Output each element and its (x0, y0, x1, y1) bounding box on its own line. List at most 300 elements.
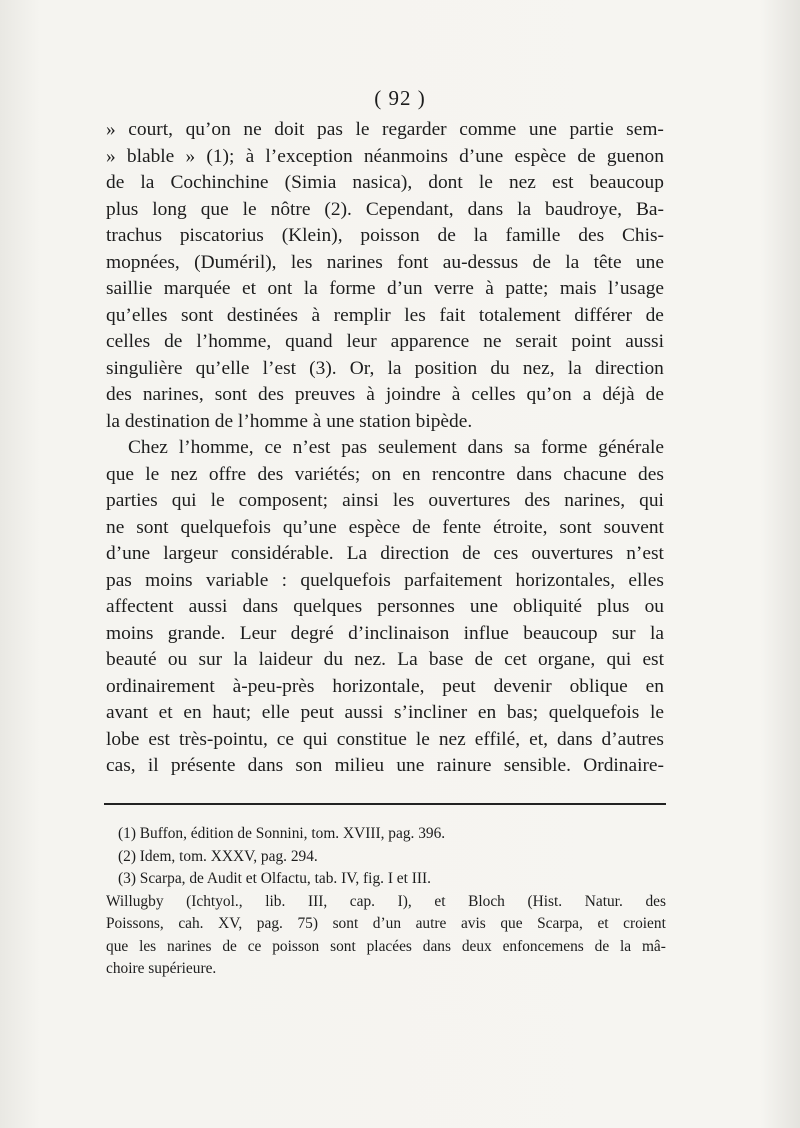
main-text (106, 117, 664, 780)
word: elle (261, 702, 290, 723)
word: destinées (226, 304, 298, 326)
word: espèce (348, 516, 401, 538)
word: baudroye, (545, 198, 623, 220)
word: qui (171, 490, 197, 511)
word: piscatorius (179, 225, 264, 246)
word: dans (247, 755, 284, 776)
word: ce (247, 937, 262, 955)
word: une (396, 755, 425, 776)
word: de (645, 304, 664, 326)
word: blable (126, 145, 175, 167)
word: Willugby (106, 892, 164, 910)
word: plus (106, 198, 139, 220)
word: Leur (239, 622, 277, 644)
word: regarder (382, 119, 447, 140)
word: peut (300, 702, 334, 723)
word: d’un (386, 278, 423, 299)
word: aussi (344, 702, 384, 723)
word: cah. (178, 915, 204, 932)
word: espèce (514, 145, 567, 167)
footnote: (2) Idem, tom. XXXV, pag. 294. (118, 847, 318, 865)
word: » (106, 119, 116, 140)
word: » (106, 145, 116, 167)
word: dans (467, 437, 504, 458)
word: variable (205, 569, 269, 591)
word: poisson (360, 225, 420, 246)
word: l’homme, (178, 437, 254, 458)
word: mais (559, 278, 597, 299)
word: en (402, 463, 421, 485)
text-line (106, 250, 664, 277)
word: rainure (436, 755, 492, 776)
word: influe (463, 622, 509, 644)
word: la (387, 357, 402, 379)
word: Ordinaire- (583, 755, 664, 776)
footnote (106, 891, 666, 914)
word: nôtre (270, 198, 311, 220)
word: pas (106, 569, 132, 591)
word: sont (330, 937, 356, 955)
word: ne (106, 516, 125, 538)
word: dans (516, 463, 552, 485)
word: marquée (163, 278, 231, 299)
word: à (245, 145, 255, 167)
word: l’homme, (196, 331, 272, 352)
word: générale (598, 437, 664, 458)
word: bas; (506, 702, 539, 723)
word: quand (285, 331, 333, 352)
word: forme (541, 437, 588, 458)
word: font (397, 251, 429, 273)
footnote: (3) Scarpa, de Audit et Olfactu, tab. IV, fig. I et III. (118, 870, 431, 887)
word: et (242, 278, 256, 299)
word: à (366, 384, 375, 405)
word: les (392, 490, 415, 511)
word: la (620, 937, 632, 955)
word: la (233, 649, 248, 670)
word: le (145, 463, 160, 485)
word: elles (628, 569, 664, 591)
text-line (106, 541, 664, 568)
word: sur (198, 649, 223, 670)
word: mopnées, (106, 251, 180, 273)
word: III, (307, 892, 328, 910)
word: ouvertures (428, 490, 511, 511)
word: des (578, 225, 605, 246)
word: qu’une (282, 516, 337, 538)
word: de (594, 937, 610, 955)
text-line (106, 647, 664, 674)
word: et, (529, 728, 548, 750)
word: aussi (625, 331, 664, 352)
word: néanmoins (363, 145, 448, 167)
word: La (346, 543, 368, 564)
word: effilé, (474, 728, 521, 750)
word: d’inclinaison (348, 622, 450, 644)
word: les (139, 937, 157, 955)
word: à-peu-près (232, 675, 315, 697)
text-line (106, 674, 664, 701)
word: long (152, 198, 187, 220)
text-line (106, 144, 664, 171)
word: des (638, 463, 664, 485)
footnote-separator (104, 803, 666, 805)
word: de (222, 937, 237, 955)
word: trachus (106, 225, 162, 246)
word: étroite, (493, 516, 548, 538)
word: leur (346, 331, 377, 352)
word: autre (415, 915, 447, 932)
word: que (106, 463, 134, 485)
word: dont (428, 172, 463, 193)
word: ainsi (342, 490, 379, 511)
word: qu’elles (106, 304, 168, 326)
word: le (649, 702, 664, 723)
word: (1); (206, 145, 235, 167)
word: de (164, 331, 183, 352)
word: présente (170, 755, 236, 776)
word: ou (167, 649, 188, 670)
word: et (597, 915, 609, 932)
word: qui (303, 728, 328, 750)
text-line (106, 117, 664, 144)
word: de (106, 172, 125, 193)
word: position (414, 357, 478, 379)
word: à (311, 304, 321, 326)
word: des (257, 463, 284, 485)
word: du (490, 357, 510, 379)
word: (Hist. (527, 892, 563, 910)
word: nez (438, 728, 466, 750)
word: que (106, 937, 129, 955)
word: grande. (167, 622, 226, 644)
word: ont (267, 278, 293, 299)
word: narines, (142, 384, 204, 405)
word: le (210, 490, 225, 511)
word: partie (569, 119, 614, 140)
word: ordinairement (106, 675, 215, 697)
word: très-pointu, (178, 728, 268, 750)
word: Poissons, (106, 915, 164, 932)
word: les (404, 304, 426, 326)
word: (Klein), (281, 225, 343, 246)
word: sont (180, 304, 214, 326)
word: du (323, 649, 344, 670)
word: la (649, 622, 664, 644)
word: considérable. (230, 543, 334, 564)
text-line (106, 462, 664, 489)
word: La (397, 649, 418, 670)
word: celles (471, 384, 516, 405)
word: sont (332, 915, 359, 932)
word: oblique (569, 675, 628, 697)
word: ou (644, 596, 664, 617)
word: plus (597, 596, 630, 617)
word: en (183, 702, 202, 723)
text-line (106, 753, 664, 780)
text-line (106, 435, 664, 462)
word: quelquefois (548, 702, 640, 723)
word: narines (167, 937, 212, 955)
word: une (469, 596, 498, 617)
word: dans (242, 596, 279, 617)
word: le (415, 728, 430, 750)
word: ouvertures (531, 543, 614, 564)
footnote: (1) Buffon, édition de Sonnini, tom. XVIII, pag. 396. (118, 825, 446, 842)
word: pas (317, 119, 343, 140)
word: largeur (163, 543, 218, 564)
text-line (106, 223, 664, 250)
text-line (106, 303, 664, 330)
word: cap. (349, 892, 376, 910)
word: la (517, 198, 532, 220)
word: (Simia (284, 172, 337, 193)
word: Chis- (621, 225, 664, 246)
word: (Ichtyol., (186, 892, 243, 910)
word: point (571, 331, 612, 352)
word: milieu (334, 755, 385, 776)
word: quelquefois (180, 516, 271, 538)
word: une (635, 251, 664, 273)
word: les (290, 251, 313, 273)
word: est (551, 172, 574, 193)
word: court, (128, 119, 173, 140)
word: qui (639, 490, 664, 511)
text-line (106, 727, 664, 754)
footnotes (106, 823, 666, 981)
word: verre (433, 278, 474, 299)
word: direction (380, 543, 450, 564)
word: » (185, 145, 196, 167)
word: forme (329, 278, 376, 299)
word: variétés; (294, 463, 361, 485)
word: il (147, 755, 159, 776)
word: famille (505, 225, 561, 246)
word: lib. (265, 892, 286, 910)
text-line (106, 594, 664, 621)
word: ce (276, 728, 295, 750)
word: pag. (256, 915, 283, 932)
word: patte; (505, 278, 549, 299)
word: devenir (493, 675, 552, 697)
word: qu’on (185, 119, 231, 140)
word: de (462, 543, 481, 564)
word: Chez (128, 437, 168, 458)
word: fait (439, 304, 466, 326)
word: totalement (478, 304, 561, 326)
word: le (242, 198, 257, 220)
word: laideur (258, 649, 313, 670)
word: s’incliner (393, 702, 468, 723)
word: cas, (106, 755, 136, 776)
word: 75) (297, 915, 318, 932)
word: chacune (563, 463, 627, 485)
word: composent; (238, 490, 329, 511)
word: affectent (106, 596, 174, 617)
word: une (528, 119, 557, 140)
word: constitue (336, 728, 407, 750)
word: seulement (378, 437, 457, 458)
word: nez (170, 463, 198, 485)
word: rencontre (431, 463, 506, 485)
word: le (478, 172, 493, 193)
word: nez, (522, 357, 555, 379)
word: horizontale, (332, 675, 425, 697)
text-line (106, 382, 664, 409)
word: des (106, 384, 132, 405)
word: de (577, 145, 596, 167)
word: sur (611, 622, 636, 644)
footnote (106, 913, 666, 936)
word: organe, (537, 649, 596, 670)
word: serait (515, 331, 558, 352)
word: souvent (603, 516, 664, 538)
word: que (200, 198, 229, 220)
word: des (258, 384, 284, 405)
word: parfaitement (404, 569, 503, 591)
word: poisson (272, 937, 320, 955)
text-line (106, 356, 664, 383)
footnote: choire supérieure. (106, 960, 217, 977)
word: deux (461, 937, 492, 955)
word: quelquefois (300, 569, 391, 591)
word: on (371, 463, 391, 485)
word: l’exception (265, 145, 353, 167)
word: au-dessus (442, 251, 519, 273)
footnote (106, 936, 666, 959)
word: remplir (333, 304, 391, 326)
word: n’est (626, 543, 664, 564)
text-line (106, 700, 664, 727)
word: la (140, 172, 155, 193)
word: personnes (377, 596, 455, 617)
word: lobe (106, 728, 140, 750)
word: Cependant, (365, 198, 454, 220)
word: beaucoup (523, 622, 598, 644)
word: de (412, 516, 431, 538)
text-line (106, 568, 664, 595)
word: ce (264, 437, 282, 458)
word: des (524, 490, 551, 511)
text-line (106, 170, 664, 197)
word: Or, (349, 357, 375, 379)
word: croient (623, 915, 666, 932)
word: qu’elle (195, 357, 250, 379)
word: placées (366, 937, 412, 955)
word: son (295, 755, 323, 776)
word: de (645, 384, 664, 405)
word: est (642, 649, 664, 670)
word: dans (467, 198, 504, 220)
word: la (473, 225, 488, 246)
word: la (303, 278, 318, 299)
word: Natur. (584, 892, 623, 910)
word: sensible. (503, 755, 572, 776)
word: fente (442, 516, 482, 538)
word: Ba- (635, 198, 664, 220)
word: comme (459, 119, 517, 140)
word: l’usage (608, 278, 664, 299)
word: de (474, 649, 493, 670)
word: guenon (606, 145, 664, 167)
page-number: ( 92 ) (374, 86, 426, 110)
word: pas (341, 437, 368, 458)
word: Scarpa, (537, 915, 583, 932)
text-line (106, 329, 664, 356)
word: I), (397, 892, 412, 910)
word: beauté (106, 649, 157, 670)
word: sont (559, 516, 592, 538)
word: (2). (324, 198, 352, 220)
word: à (485, 278, 494, 299)
word: sont (214, 384, 248, 405)
word: n’est (292, 437, 331, 458)
word: la (565, 251, 580, 273)
word: d’autres (601, 728, 664, 750)
word: est (148, 728, 170, 750)
word: beaucoup (589, 172, 664, 193)
word: ces (493, 543, 519, 564)
word: qu’on (526, 384, 572, 405)
word: nez (508, 172, 536, 193)
word: horizontales, (515, 569, 616, 591)
word: dans (422, 937, 451, 955)
word: sont (136, 516, 169, 538)
word: et (434, 892, 446, 910)
word: narines (326, 251, 383, 273)
word: mâ- (641, 937, 666, 955)
word: saillie (106, 278, 153, 299)
word: doit (274, 119, 305, 140)
word: enfoncemens (502, 937, 584, 955)
word: d’une (106, 543, 151, 564)
text-line (106, 488, 664, 515)
word: a (582, 384, 592, 405)
word: (Duméril), (194, 251, 277, 273)
word: avis (460, 915, 486, 932)
word: nasica), (352, 172, 413, 193)
word: de (532, 251, 551, 273)
word: singulière (106, 357, 183, 379)
word: d’un (372, 915, 402, 932)
word: différer (574, 304, 632, 326)
word: la (567, 357, 582, 379)
word: sa (514, 437, 531, 458)
word: dans (556, 728, 593, 750)
word: XV, (218, 915, 243, 932)
word: des (645, 892, 666, 910)
word: : (281, 569, 288, 591)
word: en (477, 702, 497, 723)
word: joindre (385, 384, 441, 405)
word: quelques (293, 596, 363, 617)
word: ne (483, 331, 502, 352)
word: d’une (459, 145, 504, 167)
text-line (106, 276, 664, 303)
word: de (437, 225, 456, 246)
text-line (106, 621, 664, 648)
word: parties (106, 490, 158, 511)
word: peut (442, 675, 476, 697)
word: celles (106, 331, 151, 352)
word: moins (145, 569, 193, 591)
word: degré (290, 622, 334, 644)
word: que (500, 915, 523, 932)
word: haut; (212, 702, 252, 723)
word: avant (106, 702, 148, 723)
word: direction (594, 357, 664, 379)
word: sem- (626, 119, 664, 140)
